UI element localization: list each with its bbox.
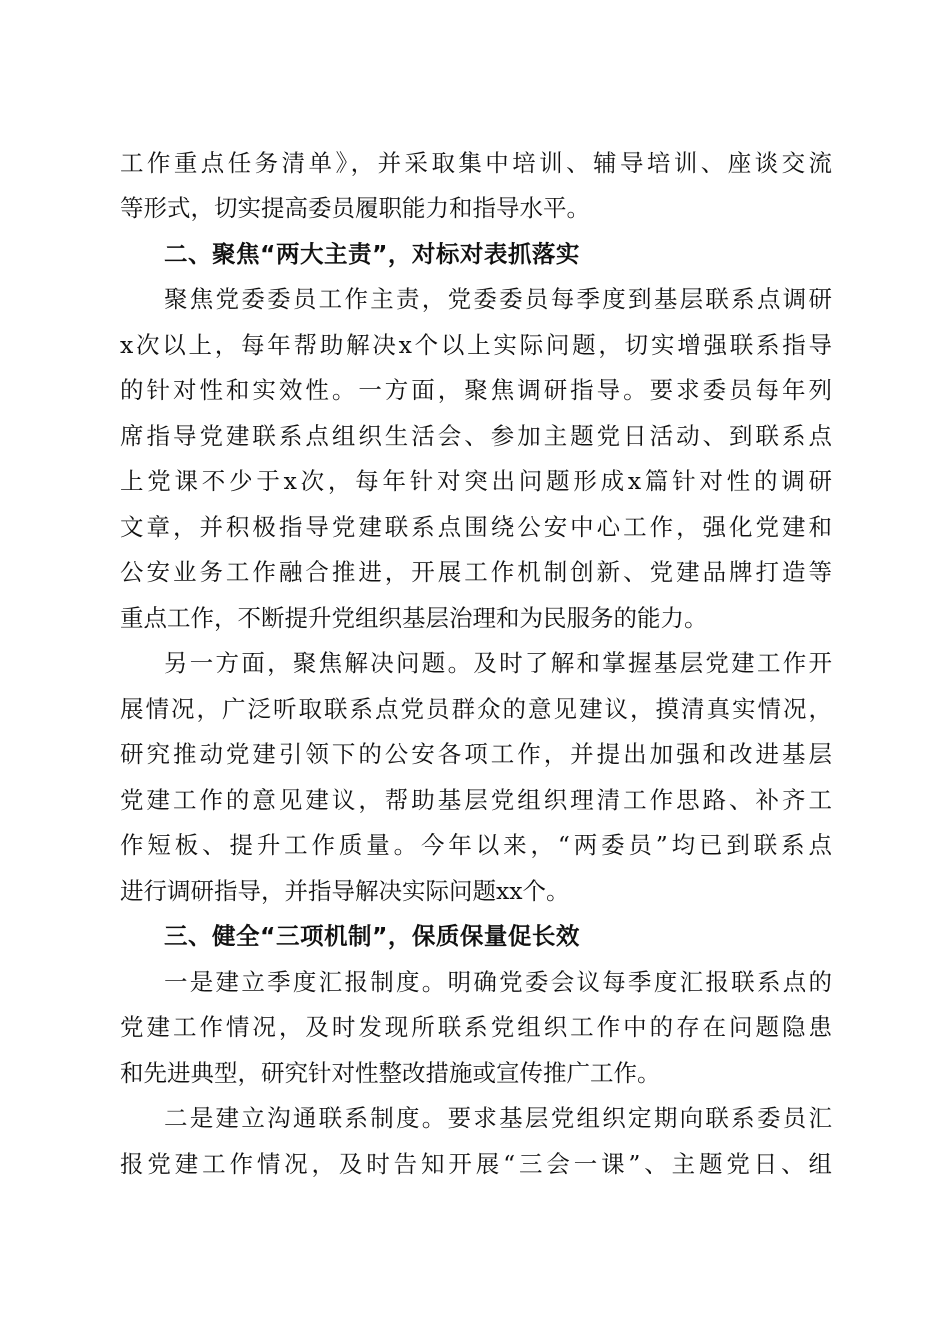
text-line: 和先进典型，研究针对性整改措施或宣传推广工作。: [120, 1059, 661, 1087]
text-line: 二是建立沟通联系制度。要求基层党组织定期向联系委员汇: [164, 1104, 832, 1132]
text-line: 展情况，广泛听取联系点党员群众的意见建议，摸清真实情况，: [120, 695, 832, 723]
section-heading: 三、健全“三项机制”，保质保量促长效: [164, 922, 580, 950]
text-line: x次以上，每年帮助解决x个以上实际问题，切实增强联系指导: [120, 331, 832, 359]
text-line: 上党课不少于x次，每年针对突出问题形成x篇针对性的调研: [120, 467, 832, 495]
text-line: 进行调研指导，并指导解决实际问题xx个。: [120, 877, 570, 905]
text-line: 重点工作，不断提升党组织基层治理和为民服务的能力。: [120, 604, 708, 632]
text-line: 的针对性和实效性。一方面，聚焦调研指导。要求委员每年列: [120, 376, 832, 404]
text-line: 工作重点任务清单》，并采取集中培训、辅导培训、座谈交流: [120, 149, 832, 177]
text-line: 党建工作的意见建议，帮助基层党组织理清工作思路、补齐工: [120, 786, 832, 814]
text-line: 研究推动党建引领下的公安各项工作，并提出加强和改进基层: [120, 740, 832, 768]
text-line: 文章，并积极指导党建联系点围绕公安中心工作，强化党建和: [120, 513, 832, 541]
text-line: 报党建工作情况，及时告知开展“三会一课”、主题党日、组: [120, 1150, 832, 1178]
text-line: 等形式，切实提高委员履职能力和指导水平。: [120, 194, 590, 222]
text-line: 党建工作情况，及时发现所联系党组织工作中的存在问题隐患: [120, 1013, 832, 1041]
text-line: 另一方面，聚焦解决问题。及时了解和掌握基层党建工作开: [164, 649, 832, 677]
text-line: 一是建立季度汇报制度。明确党委会议每季度汇报联系点的: [164, 968, 832, 996]
text-line: 席指导党建联系点组织生活会、参加主题党日活动、到联系点: [120, 422, 832, 450]
section-heading: 二、聚焦“两大主责”，对标对表抓落实: [164, 240, 580, 268]
text-line: 公安业务工作融合推进，开展工作机制创新、党建品牌打造等: [120, 558, 832, 586]
text-line: 作短板、提升工作质量。今年以来，“两委员”均已到联系点: [120, 831, 832, 859]
text-line: 聚焦党委委员工作主责，党委委员每季度到基层联系点调研: [164, 285, 832, 313]
